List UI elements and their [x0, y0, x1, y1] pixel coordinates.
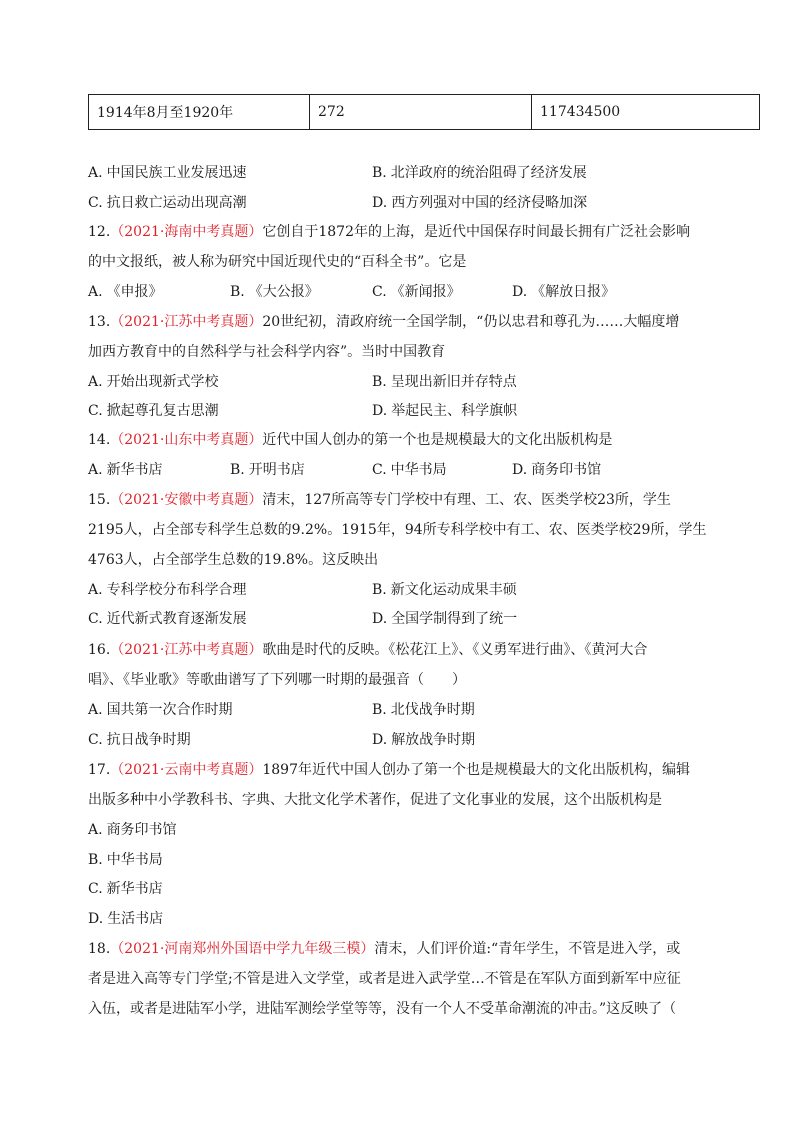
question-number: 13. — [88, 314, 111, 330]
q15-stem-line2: 2195人，占全部专科学生总数的9.2%。1915年，94所专科学校中有工、农、医类学校29所，学生 — [88, 522, 707, 538]
question-source: （2021·山东中考真题） — [110, 432, 263, 448]
q13-option-a[interactable]: A. 开始出现新式学校 — [88, 374, 219, 390]
q14-option-b[interactable]: B. 开明书店 — [230, 462, 305, 478]
q17-option-c[interactable]: C. 新华书店 — [88, 881, 163, 897]
q15-option-a[interactable]: A. 专科学校分布科学合理 — [88, 582, 247, 598]
q13-stem-line1: 13.（2021·江苏中考真题）20世纪初，清政府统一全国学制，“仍以忠君和尊孔为……大幅度增 — [88, 314, 680, 330]
q13-option-b[interactable]: B. 呈现出新旧并存特点 — [372, 374, 517, 390]
q12-option-c[interactable]: C. 《新闻报》 — [372, 284, 461, 300]
q12-option-a[interactable]: A. 《申报》 — [88, 284, 163, 300]
question-source: （2021·安徽中考真题） — [110, 492, 263, 508]
question-number: 18. — [88, 941, 111, 957]
q15-stem-line1: 15.（2021·安徽中考真题）清末，127所高等专门学校中有理、工、农、医类学校23所，学生 — [88, 492, 671, 508]
q17-option-a[interactable]: A. 商务印书馆 — [88, 822, 177, 838]
question-source: （2021·海南中考真题） — [110, 224, 263, 240]
q18-stem-line2: 者是进入高等专门学堂;不管是进入文学堂，或者是进入武学堂…不管是在军队方面到新军中应征 — [88, 971, 681, 987]
q16-stem-line2: 唱》、《毕业歌》等歌曲谱写了下列哪一时期的最强音（ ） — [88, 672, 466, 688]
q11-option-a[interactable]: A. 中国民族工业发展迅速 — [88, 165, 247, 181]
q17-stem-line2: 出版多种中小学教科书、字典、大批文化学术著作，促进了文化事业的发展，这个出版机构是 — [88, 792, 662, 808]
table-cell-period: 1914年8月至1920年 — [89, 95, 310, 129]
q13-option-c[interactable]: C. 掀起尊孔复古思潮 — [88, 403, 219, 419]
question-source: （2021·河南郑州外国语中学九年级三模） — [110, 941, 375, 957]
q16-option-c[interactable]: C. 抗日战争时期 — [88, 732, 191, 748]
q18-stem-line3: 入伍，或者是进陆军小学，进陆军测绘学堂等等，没有一个人不受革命潮流的冲击。”这反映了（ — [88, 1001, 677, 1017]
q14-option-d[interactable]: D. 商务印书馆 — [512, 462, 602, 478]
table-cell-amount: 117434500 — [540, 104, 621, 120]
q15-option-b[interactable]: B. 新文化运动成果丰硕 — [372, 582, 517, 598]
question-number: 16. — [88, 642, 111, 658]
q16-option-a[interactable]: A. 国共第一次合作时期 — [88, 702, 233, 718]
q17-stem-line1: 17.（2021·云南中考真题）1897年近代中国人创办了第一个也是规模最大的文化出版机构，编辑 — [88, 762, 690, 778]
q12-stem-line1: 12.（2021·海南中考真题）它创自于1872年的上海，是近代中国保存时间最长拥有广泛社会影响 — [88, 224, 690, 240]
question-source: （2021·江苏中考真题） — [110, 642, 263, 658]
table-cell-count: 272 — [310, 95, 532, 129]
q16-option-d[interactable]: D. 解放战争时期 — [372, 732, 476, 748]
question-number: 14. — [88, 432, 111, 448]
question-number: 17. — [88, 762, 111, 778]
q12-option-b[interactable]: B. 《大公报》 — [230, 284, 319, 300]
question-number: 12. — [88, 224, 111, 240]
question-source: （2021·云南中考真题） — [110, 762, 263, 778]
q11-option-b[interactable]: B. 北洋政府的统治阻碍了经济发展 — [372, 165, 587, 181]
q13-option-d[interactable]: D. 举起民主、科学旗帜 — [372, 403, 518, 419]
q13-stem-line2: 加西方教育中的自然科学与社会科学内容”。当时中国教育 — [88, 344, 446, 360]
question-number: 15. — [88, 492, 111, 508]
q12-stem-line2: 的中文报纸，被人称为研究中国近现代史的“百科全书”。它是 — [88, 254, 467, 270]
q14-stem-line1: 14.（2021·山东中考真题）近代中国人创办的第一个也是规模最大的文化出版机构是 — [88, 432, 613, 448]
data-table-row — [88, 94, 760, 130]
q14-option-c[interactable]: C. 中华书局 — [372, 462, 447, 478]
q17-option-d[interactable]: D. 生活书店 — [88, 911, 164, 927]
q11-option-d[interactable]: D. 西方列强对中国的经济侵略加深 — [372, 195, 588, 211]
q14-option-a[interactable]: A. 新华书店 — [88, 462, 163, 478]
q18-stem-line1: 18.（2021·河南郑州外国语中学九年级三模）清末，人们评价道:“青年学生，不管是进入学，或 — [88, 941, 681, 957]
q12-option-d[interactable]: D. 《解放日报》 — [512, 284, 616, 300]
q15-option-d[interactable]: D. 全国学制得到了统一 — [372, 611, 518, 627]
q16-stem-line1: 16.（2021·江苏中考真题）歌曲是时代的反映。《松花江上》、《义勇军进行曲》、《黄河大合 — [88, 642, 648, 658]
q15-stem-line3: 4763人，占全部学生总数的19.8%。这反映出 — [88, 552, 379, 568]
question-source: （2021·江苏中考真题） — [110, 314, 263, 330]
q17-option-b[interactable]: B. 中华书局 — [88, 852, 163, 868]
q16-option-b[interactable]: B. 北伐战争时期 — [372, 702, 475, 718]
q11-option-c[interactable]: C. 抗日救亡运动出现高潮 — [88, 195, 247, 211]
q15-option-c[interactable]: C. 近代新式教育逐渐发展 — [88, 611, 247, 627]
